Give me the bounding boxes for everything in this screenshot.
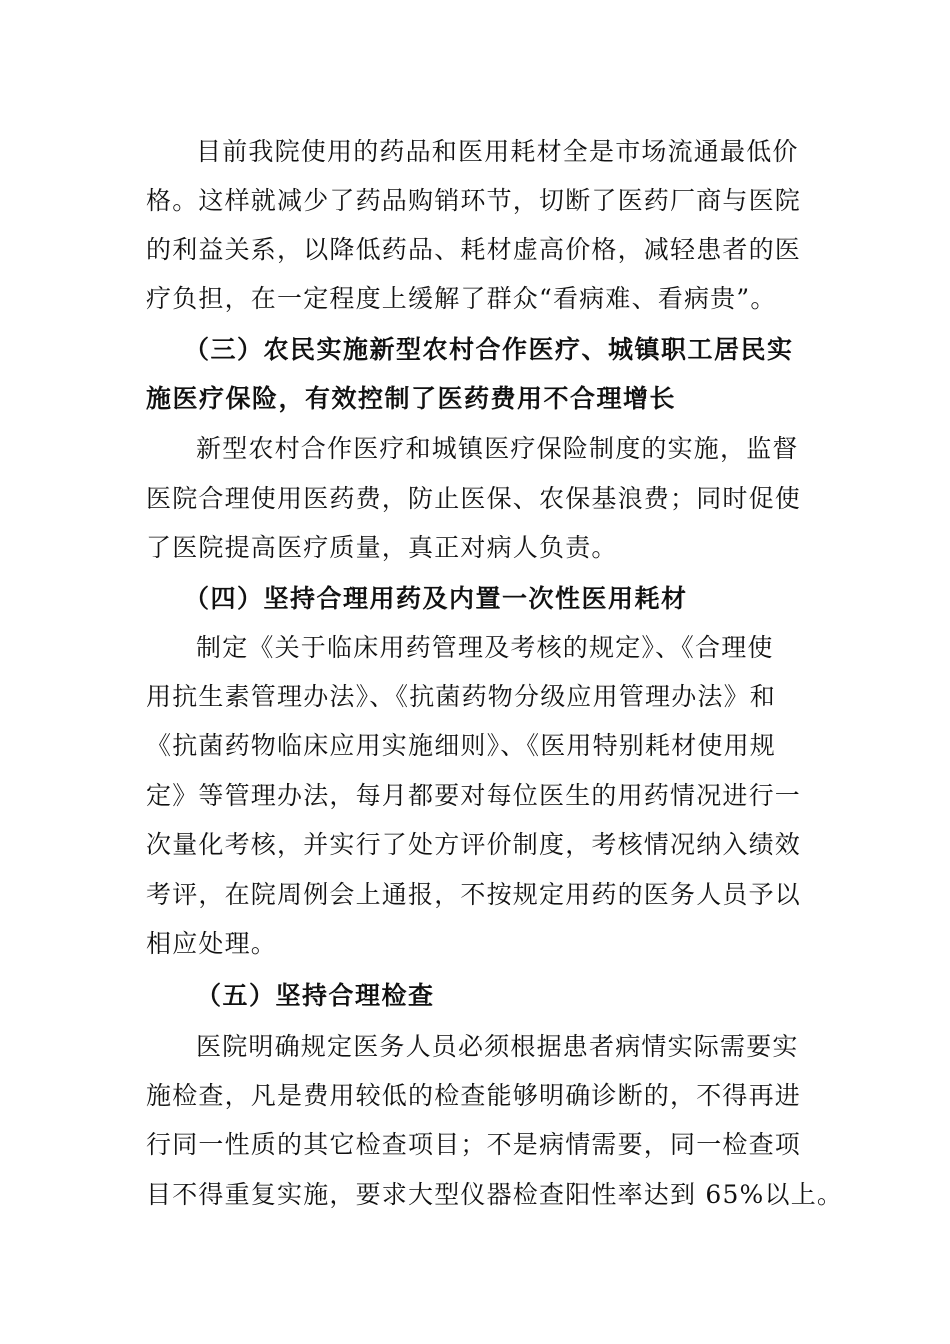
paragraph-2-line-1: 新型农村合作医疗和城镇医疗保险制度的实施，监督 [196,434,799,463]
paragraph-3-line-6: 考评，在院周例会上通报，不按规定用药的医务人员予以 [146,880,802,909]
paragraph-3-line-5: 次量化考核，并实行了处方评价制度，考核情况纳入绩效 [146,830,802,859]
section-heading-4: （四）坚持合理用药及内置一次性医用耗材 [184,584,688,613]
section-heading-3-line-1: （三）农民实施新型农村合作医疗、城镇职工居民实 [184,335,794,364]
section-heading-3-line-2: 施医疗保险，有效控制了医药费用不合理增长 [146,384,677,413]
section-heading-5: （五）坚持合理检查 [196,981,435,1010]
paragraph-4-line-1: 医院明确规定医务人员必须根据患者病情实际需要实 [196,1032,799,1061]
paragraph-3-line-3: 《抗菌药物临床应用实施细则》、《医用特别耗材使用规 [146,731,777,760]
paragraph-2-line-2: 医院合理使用医药费，防止医保、农保基浪费；同时促使 [146,484,802,513]
paragraph-3-line-2: 用抗生素管理办法》、《抗菌药物分级应用管理办法》和 [146,682,777,711]
paragraph-3-line-4: 定》等管理办法，每月都要对每位医生的用药情况进行一 [146,781,802,810]
paragraph-1-line-3: 的利益关系，以降低药品、耗材虚高价格，减轻患者的医 [146,235,802,264]
paragraph-4-line-4: 目不得重复实施，要求大型仪器检查阳性率达到 65%以上。 [146,1180,844,1209]
paragraph-4-line-3: 行同一性质的其它检查项目；不是病情需要，同一检查项 [146,1130,802,1159]
paragraph-2-line-3: 了医院提高医疗质量，真正对病人负责。 [146,533,618,562]
paragraph-3-line-7: 相应处理。 [146,929,278,958]
paragraph-1-line-2: 格。这样就减少了药品购销环节，切断了医药厂商与医院 [146,186,802,215]
paragraph-3-line-1: 制定《关于临床用药管理及考核的规定》、《合理使 [196,633,774,662]
paragraph-1-line-1: 目前我院使用的药品和医用耗材全是市场流通最低价 [196,137,799,166]
paragraph-4-line-2: 施检查，凡是费用较低的检查能够明确诊断的，不得再进 [146,1081,802,1110]
paragraph-1-line-4: 疗负担，在一定程度上缓解了群众“看病难、看病贵”。 [146,284,777,313]
